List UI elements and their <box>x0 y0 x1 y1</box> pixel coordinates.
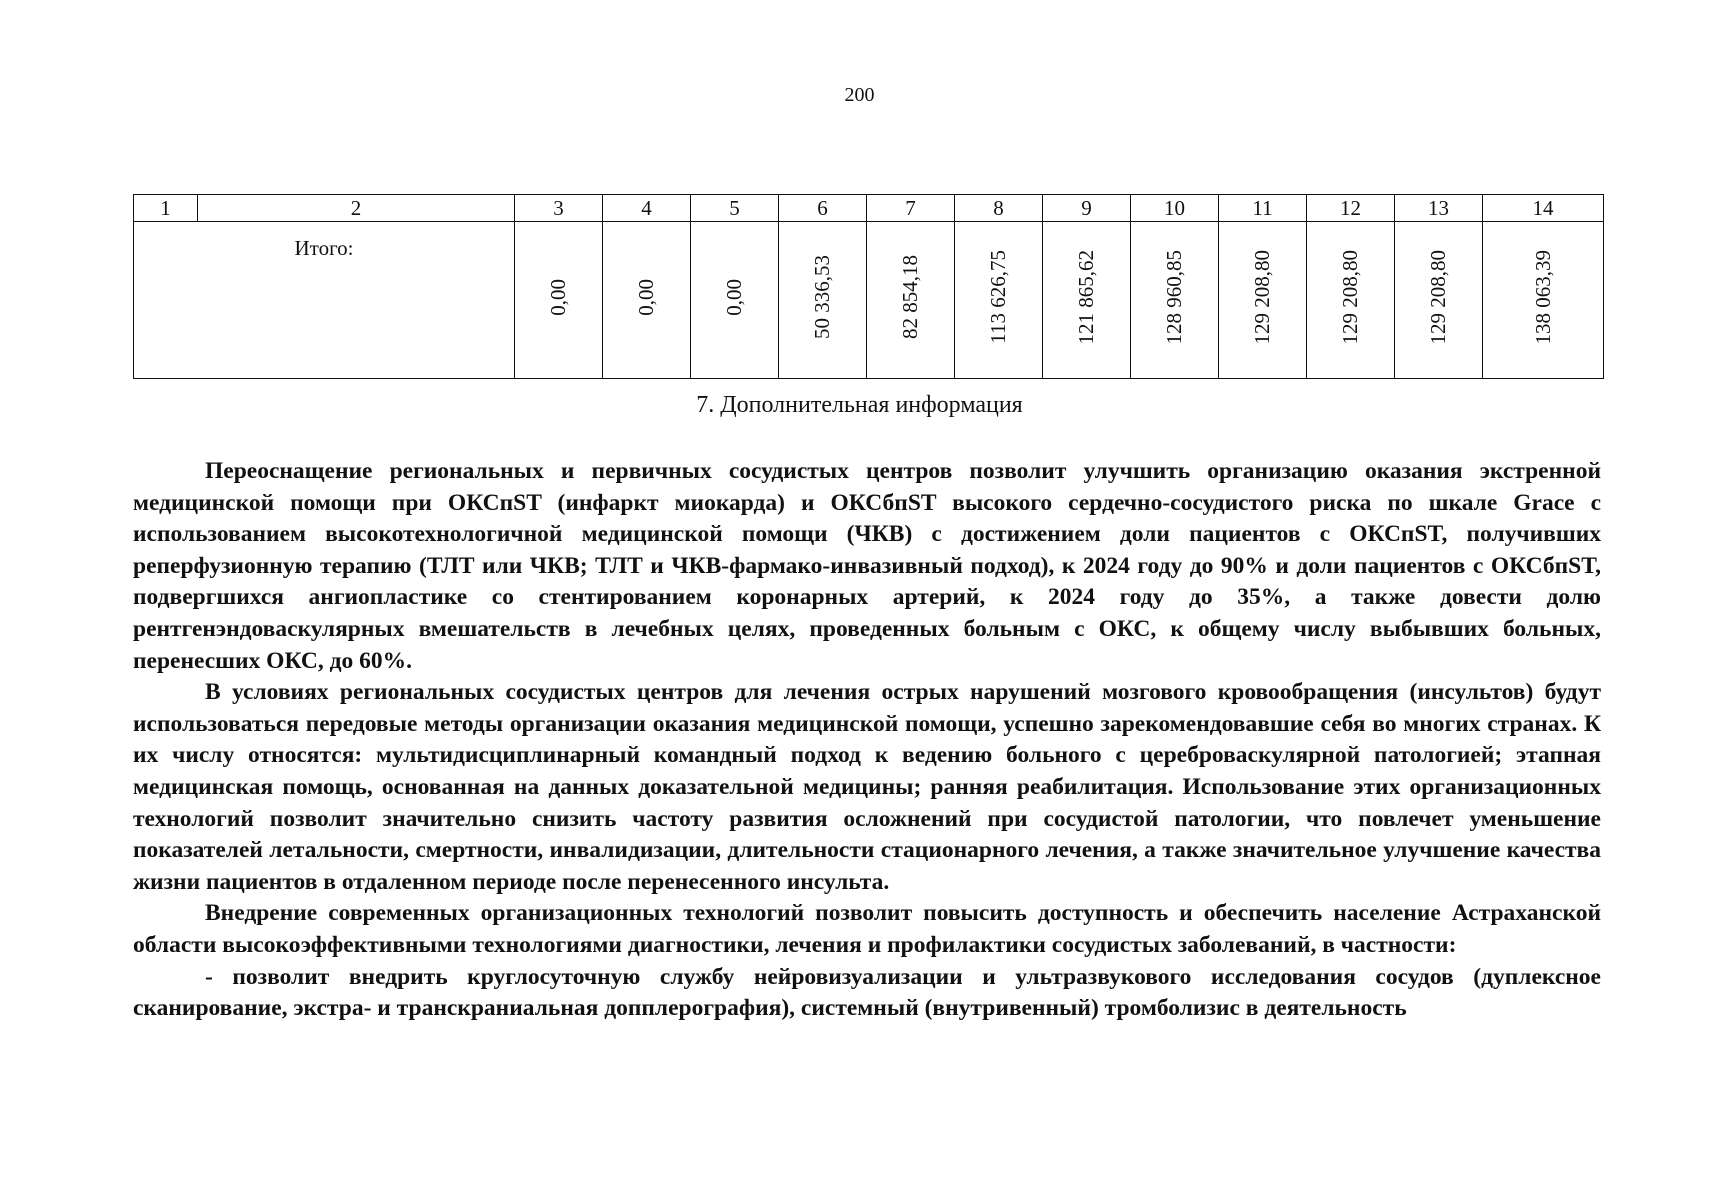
body-text <box>133 456 1601 1025</box>
column-number-header: 9 <box>1043 195 1131 222</box>
total-value-cell <box>779 222 867 379</box>
column-number-header: 14 <box>1483 195 1604 222</box>
column-number-header: 4 <box>603 195 691 222</box>
total-value-cell <box>515 222 603 379</box>
total-value: 129 208,80 <box>1338 249 1362 345</box>
total-value-cell <box>1483 222 1604 379</box>
paragraph: В условиях региональных сосудистых центров для лечения острых нарушений мозгового кровообращения (инсультов) будут использоваться передовые методы организации оказания медицинской помощи, успешно зарекомендовавшие себя во многих странах. К их числу относятся: мультидисциплинарный командный подход к ведению больного с цереброваскулярной патологией; этапная медицинская помощь, основанная на данных доказательной медицины; ранняя реабилитация. Использование этих организационных технологий позволит значительно снизить частоту развития осложнений при сосудистой патологии, что повлечет уменьшение показателей летальности, смертности, инвалидизации, длительности стационарного лечения, а также значительное улучшение качества жизни пациентов в отдаленном периоде после перенесенного инсульта. <box>133 679 1601 895</box>
column-number-header: 11 <box>1219 195 1307 222</box>
total-value: 129 208,80 <box>1250 249 1274 345</box>
table-header-row <box>134 195 1604 222</box>
total-value-cell <box>955 222 1043 379</box>
paragraph: Переоснащение региональных и первичных сосудистых центров позволит улучшить организацию оказания экстренной медицинской помощи при ОКСпST (инфаркт миокарда) и ОКСбпST высокого сердечно-сосудистого риска по шкале Grace с использованием высокотехнологичной медицинской помощи (ЧКВ) с достижением доли пациентов с ОКСпST, получивших реперфузионную терапию (ТЛТ или ЧКВ; ТЛТ и ЧКВ-фармако-инвазивный подход), к 2024 году до 90% и доли пациентов с ОКСбпST, подвергшихся ангиопластике со стентированием коронарных артерий, к 2024 году до 35%, а также довести долю рентгенэндоваскулярных вмешательств в лечебных целях, проведенных больным с ОКС, к общему числу выбывших больных, перенесших ОКС, до 60%. <box>133 458 1601 674</box>
budget-total-table <box>133 194 1604 379</box>
column-number-header: 12 <box>1307 195 1395 222</box>
column-number-header: 10 <box>1131 195 1219 222</box>
column-number-header: 7 <box>867 195 955 222</box>
paragraph: Внедрение современных организационных технологий позволит повысить доступность и обеспечить население Астраханской области высокоэффективными технологиями диагностики, лечения и профилактики сосудистых заболеваний, в частности: <box>133 900 1601 958</box>
total-value: 129 208,80 <box>1426 249 1450 345</box>
total-value: 82 854,18 <box>898 255 922 339</box>
total-value: 113 626,75 <box>986 250 1010 344</box>
total-value-cell <box>1219 222 1307 379</box>
total-value-cell <box>1131 222 1219 379</box>
total-value: 0,00 <box>634 278 658 316</box>
paragraph: - позволит внедрить круглосуточную службу нейровизуализации и ультразвукового исследования сосудов (дуплексное сканирование, экстра- и транскраниальная допплерография), системный (внутривенный) тромболизис в деятельность <box>133 963 1601 1022</box>
total-value: 121 865,62 <box>1074 249 1098 345</box>
total-value: 50 336,53 <box>810 255 834 339</box>
total-value-cell <box>1043 222 1131 379</box>
column-number-header: 3 <box>515 195 603 222</box>
total-value: 128 960,85 <box>1162 249 1186 345</box>
total-value: 0,00 <box>546 278 570 316</box>
total-value-cell <box>1307 222 1395 379</box>
page-number: 200 <box>844 84 875 106</box>
total-value: 138 063,39 <box>1530 249 1555 345</box>
total-value-cell <box>691 222 779 379</box>
column-number-header: 2 <box>198 195 515 222</box>
total-value-cell <box>603 222 691 379</box>
column-number-header: 8 <box>955 195 1043 222</box>
table-total-row <box>134 222 1604 379</box>
column-number-header: 1 <box>134 195 198 222</box>
total-label: Итого: <box>134 222 515 379</box>
total-value: 0,00 <box>722 278 746 316</box>
total-value-cell <box>867 222 955 379</box>
column-number-header: 13 <box>1395 195 1483 222</box>
section-title: 7. Дополнительная информация <box>696 392 1023 418</box>
column-number-header: 6 <box>779 195 867 222</box>
column-number-header: 5 <box>691 195 779 222</box>
total-value-cell <box>1395 222 1483 379</box>
